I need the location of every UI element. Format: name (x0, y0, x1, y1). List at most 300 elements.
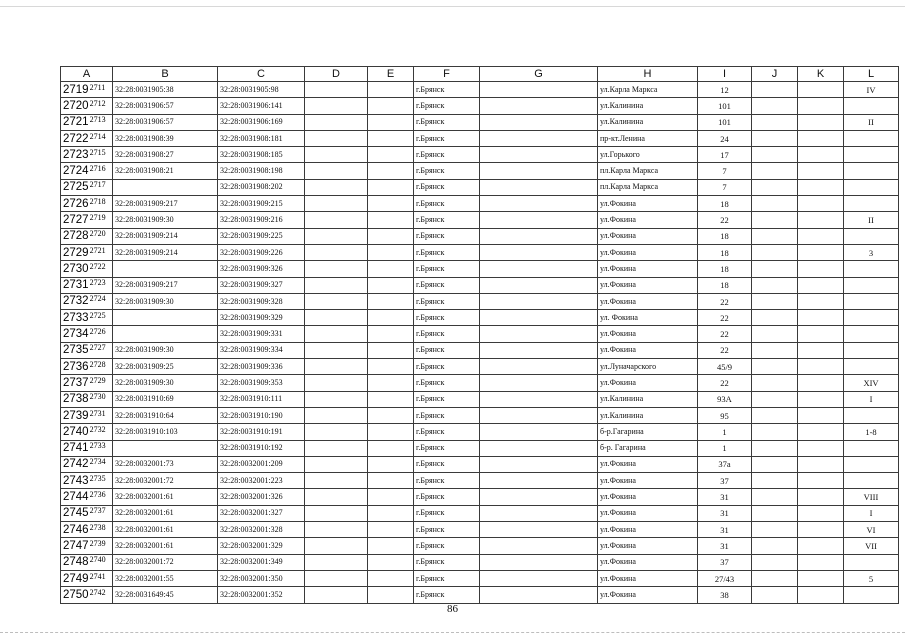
cell-d[interactable] (305, 179, 368, 195)
cell-e[interactable] (368, 293, 414, 309)
cell-k[interactable] (798, 326, 844, 342)
cell-l[interactable] (844, 456, 899, 472)
column-header-c[interactable]: C (218, 67, 305, 82)
cell-c[interactable]: 32:28:0031906:169 (218, 114, 305, 130)
cell-a[interactable] (61, 163, 113, 179)
cell-i[interactable]: 18 (698, 244, 752, 260)
cell-i[interactable]: 22 (698, 212, 752, 228)
cell-f[interactable]: г.Брянск (414, 326, 480, 342)
cell-k[interactable] (798, 244, 844, 260)
cell-k[interactable] (798, 522, 844, 538)
cell-h[interactable]: пр-кт.Ленина (598, 130, 698, 146)
cell-l[interactable] (844, 326, 899, 342)
cell-l[interactable] (844, 587, 899, 603)
cell-h[interactable]: ул.Луначарского (598, 359, 698, 375)
cell-f[interactable]: г.Брянск (414, 456, 480, 472)
cell-h[interactable]: ул.Калинина (598, 114, 698, 130)
cell-a[interactable] (61, 147, 113, 163)
cell-j[interactable] (752, 522, 798, 538)
cell-l[interactable]: 3 (844, 244, 899, 260)
cell-e[interactable] (368, 114, 414, 130)
cell-i[interactable]: 93А (698, 391, 752, 407)
cell-g[interactable] (480, 342, 598, 358)
cell-l[interactable] (844, 130, 899, 146)
cell-b[interactable]: 32:28:0031910:103 (113, 424, 218, 440)
cell-f[interactable]: г.Брянск (414, 570, 480, 586)
cell-d[interactable] (305, 293, 368, 309)
cell-k[interactable] (798, 147, 844, 163)
cell-l[interactable] (844, 554, 899, 570)
cell-e[interactable] (368, 82, 414, 98)
column-header-a[interactable]: A (61, 67, 113, 82)
cell-j[interactable] (752, 277, 798, 293)
cell-e[interactable] (368, 179, 414, 195)
cell-a[interactable] (61, 489, 113, 505)
cell-i[interactable]: 27/43 (698, 570, 752, 586)
cell-f[interactable]: г.Брянск (414, 359, 480, 375)
cell-c[interactable]: 32:28:0032001:350 (218, 570, 305, 586)
cell-i[interactable]: 101 (698, 98, 752, 114)
cell-a[interactable] (61, 130, 113, 146)
cell-i[interactable]: 12 (698, 82, 752, 98)
cell-c[interactable]: 32:28:0031909:353 (218, 375, 305, 391)
cell-d[interactable] (305, 244, 368, 260)
cell-i[interactable]: 17 (698, 147, 752, 163)
cell-b[interactable]: 32:28:0031909:30 (113, 293, 218, 309)
cell-h[interactable]: ул.Фокина (598, 505, 698, 521)
cell-j[interactable] (752, 538, 798, 554)
cell-i[interactable]: 101 (698, 114, 752, 130)
cell-b[interactable]: 32:28:0031906:57 (113, 114, 218, 130)
cell-i[interactable]: 31 (698, 505, 752, 521)
cell-a[interactable] (61, 98, 113, 114)
cell-k[interactable] (798, 570, 844, 586)
cell-d[interactable] (305, 130, 368, 146)
cell-k[interactable] (798, 228, 844, 244)
cell-f[interactable]: г.Брянск (414, 407, 480, 423)
cell-e[interactable] (368, 277, 414, 293)
cell-k[interactable] (798, 391, 844, 407)
cell-f[interactable]: г.Брянск (414, 130, 480, 146)
cell-i[interactable]: 7 (698, 163, 752, 179)
cell-d[interactable] (305, 98, 368, 114)
cell-g[interactable] (480, 228, 598, 244)
cell-c[interactable]: 32:28:0032001:328 (218, 522, 305, 538)
cell-h[interactable]: ул.Фокина (598, 522, 698, 538)
cell-j[interactable] (752, 359, 798, 375)
cell-b[interactable]: 32:28:0031909:217 (113, 277, 218, 293)
cell-c[interactable]: 32:28:0032001:223 (218, 473, 305, 489)
cell-h[interactable]: ул.Калинина (598, 98, 698, 114)
cell-f[interactable]: г.Брянск (414, 522, 480, 538)
cell-l[interactable] (844, 228, 899, 244)
cell-b[interactable]: 32:28:0032001:61 (113, 489, 218, 505)
cell-i[interactable]: 18 (698, 228, 752, 244)
cell-j[interactable] (752, 212, 798, 228)
cell-f[interactable]: г.Брянск (414, 293, 480, 309)
cell-c[interactable]: 32:28:0031909:326 (218, 261, 305, 277)
cell-i[interactable]: 22 (698, 310, 752, 326)
cell-a[interactable] (61, 326, 113, 342)
cell-c[interactable]: 32:28:0031909:225 (218, 228, 305, 244)
cell-b[interactable]: 32:28:0031908:27 (113, 147, 218, 163)
cell-d[interactable] (305, 391, 368, 407)
cell-i[interactable]: 31 (698, 522, 752, 538)
cell-k[interactable] (798, 310, 844, 326)
cell-k[interactable] (798, 473, 844, 489)
cell-f[interactable]: г.Брянск (414, 310, 480, 326)
cell-d[interactable] (305, 326, 368, 342)
cell-f[interactable]: г.Брянск (414, 163, 480, 179)
cell-e[interactable] (368, 554, 414, 570)
cell-l[interactable] (844, 440, 899, 456)
cell-g[interactable] (480, 538, 598, 554)
cell-f[interactable]: г.Брянск (414, 244, 480, 260)
cell-j[interactable] (752, 473, 798, 489)
cell-i[interactable]: 22 (698, 375, 752, 391)
cell-i[interactable]: 37 (698, 473, 752, 489)
cell-j[interactable] (752, 424, 798, 440)
cell-j[interactable] (752, 554, 798, 570)
cell-k[interactable] (798, 456, 844, 472)
column-header-h[interactable]: H (598, 67, 698, 82)
cell-i[interactable]: 22 (698, 326, 752, 342)
cell-j[interactable] (752, 261, 798, 277)
cell-f[interactable]: г.Брянск (414, 147, 480, 163)
cell-l[interactable] (844, 277, 899, 293)
cell-b[interactable] (113, 310, 218, 326)
cell-a[interactable] (61, 82, 113, 98)
cell-g[interactable] (480, 505, 598, 521)
cell-e[interactable] (368, 359, 414, 375)
cell-b[interactable]: 32:28:0032001:61 (113, 505, 218, 521)
cell-a[interactable] (61, 277, 113, 293)
cell-g[interactable] (480, 375, 598, 391)
cell-c[interactable]: 32:28:0032001:209 (218, 456, 305, 472)
cell-e[interactable] (368, 407, 414, 423)
cell-a[interactable] (61, 212, 113, 228)
cell-l[interactable] (844, 310, 899, 326)
cell-g[interactable] (480, 391, 598, 407)
cell-k[interactable] (798, 587, 844, 603)
cell-h[interactable]: ул.Фокина (598, 342, 698, 358)
cell-i[interactable]: 31 (698, 538, 752, 554)
cell-j[interactable] (752, 570, 798, 586)
cell-e[interactable] (368, 98, 414, 114)
cell-a[interactable] (61, 244, 113, 260)
cell-k[interactable] (798, 261, 844, 277)
cell-h[interactable]: ул.Горького (598, 147, 698, 163)
cell-f[interactable]: г.Брянск (414, 261, 480, 277)
cell-j[interactable] (752, 391, 798, 407)
cell-b[interactable]: 32:28:0031910:64 (113, 407, 218, 423)
cell-j[interactable] (752, 147, 798, 163)
cell-d[interactable] (305, 440, 368, 456)
cell-k[interactable] (798, 440, 844, 456)
cell-e[interactable] (368, 375, 414, 391)
cell-e[interactable] (368, 538, 414, 554)
cell-j[interactable] (752, 179, 798, 195)
cell-j[interactable] (752, 98, 798, 114)
cell-a[interactable] (61, 440, 113, 456)
cell-g[interactable] (480, 570, 598, 586)
cell-e[interactable] (368, 244, 414, 260)
cell-a[interactable] (61, 342, 113, 358)
cell-l[interactable]: I (844, 391, 899, 407)
cell-b[interactable]: 32:28:0031909:25 (113, 359, 218, 375)
cell-j[interactable] (752, 293, 798, 309)
cell-c[interactable]: 32:28:0031910:190 (218, 407, 305, 423)
column-header-i[interactable]: I (698, 67, 752, 82)
cell-c[interactable]: 32:28:0032001:326 (218, 489, 305, 505)
column-header-b[interactable]: B (113, 67, 218, 82)
cell-c[interactable]: 32:28:0031909:328 (218, 293, 305, 309)
cell-g[interactable] (480, 163, 598, 179)
cell-j[interactable] (752, 407, 798, 423)
cell-f[interactable]: г.Брянск (414, 538, 480, 554)
cell-d[interactable] (305, 407, 368, 423)
column-header-l[interactable]: L (844, 67, 899, 82)
cell-c[interactable]: 32:28:0031905:98 (218, 82, 305, 98)
cell-e[interactable] (368, 570, 414, 586)
cell-k[interactable] (798, 163, 844, 179)
cell-d[interactable] (305, 82, 368, 98)
cell-f[interactable]: г.Брянск (414, 228, 480, 244)
cell-l[interactable]: II (844, 212, 899, 228)
cell-f[interactable]: г.Брянск (414, 375, 480, 391)
cell-a[interactable] (61, 375, 113, 391)
cell-c[interactable]: 32:28:0031909:329 (218, 310, 305, 326)
cell-e[interactable] (368, 228, 414, 244)
cell-b[interactable]: 32:28:0032001:55 (113, 570, 218, 586)
cell-b[interactable]: 32:28:0031908:39 (113, 130, 218, 146)
cell-l[interactable] (844, 147, 899, 163)
cell-i[interactable]: 22 (698, 293, 752, 309)
cell-g[interactable] (480, 359, 598, 375)
cell-l[interactable] (844, 293, 899, 309)
cell-g[interactable] (480, 261, 598, 277)
cell-h[interactable]: б-р.Гагарина (598, 424, 698, 440)
cell-d[interactable] (305, 196, 368, 212)
cell-d[interactable] (305, 570, 368, 586)
cell-k[interactable] (798, 538, 844, 554)
cell-f[interactable]: г.Брянск (414, 554, 480, 570)
cell-c[interactable]: 32:28:0031909:226 (218, 244, 305, 260)
cell-e[interactable] (368, 473, 414, 489)
cell-h[interactable]: ул.Калинина (598, 391, 698, 407)
cell-a[interactable] (61, 538, 113, 554)
cell-f[interactable]: г.Брянск (414, 98, 480, 114)
cell-c[interactable]: 32:28:0031910:191 (218, 424, 305, 440)
cell-c[interactable]: 32:28:0031908:185 (218, 147, 305, 163)
cell-g[interactable] (480, 407, 598, 423)
cell-c[interactable]: 32:28:0031909:334 (218, 342, 305, 358)
cell-i[interactable]: 95 (698, 407, 752, 423)
cell-k[interactable] (798, 196, 844, 212)
cell-a[interactable] (61, 587, 113, 603)
cell-d[interactable] (305, 228, 368, 244)
cell-d[interactable] (305, 261, 368, 277)
cell-b[interactable] (113, 440, 218, 456)
cell-k[interactable] (798, 98, 844, 114)
cell-c[interactable]: 32:28:0031908:202 (218, 179, 305, 195)
cell-e[interactable] (368, 310, 414, 326)
cell-g[interactable] (480, 130, 598, 146)
cell-a[interactable] (61, 359, 113, 375)
cell-i[interactable]: 22 (698, 342, 752, 358)
cell-e[interactable] (368, 424, 414, 440)
cell-c[interactable]: 32:28:0031909:327 (218, 277, 305, 293)
cell-a[interactable] (61, 391, 113, 407)
cell-b[interactable]: 32:28:0031906:57 (113, 98, 218, 114)
cell-f[interactable]: г.Брянск (414, 489, 480, 505)
column-header-e[interactable]: E (368, 67, 414, 82)
cell-j[interactable] (752, 326, 798, 342)
cell-k[interactable] (798, 277, 844, 293)
cell-g[interactable] (480, 196, 598, 212)
cell-f[interactable]: г.Брянск (414, 505, 480, 521)
cell-g[interactable] (480, 293, 598, 309)
cell-a[interactable] (61, 505, 113, 521)
cell-e[interactable] (368, 456, 414, 472)
cell-j[interactable] (752, 440, 798, 456)
cell-a[interactable] (61, 570, 113, 586)
cell-h[interactable]: б-р. Гагарина (598, 440, 698, 456)
cell-h[interactable]: ул.Фокина (598, 261, 698, 277)
cell-d[interactable] (305, 212, 368, 228)
cell-h[interactable]: ул.Фокина (598, 293, 698, 309)
cell-h[interactable]: ул.Фокина (598, 196, 698, 212)
cell-d[interactable] (305, 473, 368, 489)
cell-h[interactable]: ул.Карла Маркса (598, 82, 698, 98)
cell-g[interactable] (480, 82, 598, 98)
cell-i[interactable]: 1 (698, 424, 752, 440)
cell-k[interactable] (798, 359, 844, 375)
column-header-j[interactable]: J (752, 67, 798, 82)
cell-e[interactable] (368, 587, 414, 603)
cell-i[interactable]: 24 (698, 130, 752, 146)
cell-j[interactable] (752, 375, 798, 391)
cell-i[interactable]: 37а (698, 456, 752, 472)
cell-a[interactable] (61, 261, 113, 277)
cell-g[interactable] (480, 522, 598, 538)
cell-f[interactable]: г.Брянск (414, 587, 480, 603)
cell-c[interactable]: 32:28:0032001:327 (218, 505, 305, 521)
cell-l[interactable] (844, 196, 899, 212)
cell-i[interactable]: 18 (698, 196, 752, 212)
cell-k[interactable] (798, 212, 844, 228)
cell-d[interactable] (305, 375, 368, 391)
cell-a[interactable] (61, 310, 113, 326)
cell-a[interactable] (61, 179, 113, 195)
cell-g[interactable] (480, 473, 598, 489)
cell-k[interactable] (798, 424, 844, 440)
cell-j[interactable] (752, 163, 798, 179)
cell-h[interactable]: ул.Фокина (598, 456, 698, 472)
cell-h[interactable]: ул.Калинина (598, 407, 698, 423)
cell-l[interactable]: VIII (844, 489, 899, 505)
cell-h[interactable]: ул.Фокина (598, 212, 698, 228)
cell-l[interactable]: IV (844, 82, 899, 98)
cell-k[interactable] (798, 293, 844, 309)
cell-c[interactable]: 32:28:0032001:329 (218, 538, 305, 554)
cell-d[interactable] (305, 522, 368, 538)
cell-d[interactable] (305, 147, 368, 163)
cell-c[interactable]: 32:28:0031906:141 (218, 98, 305, 114)
cell-a[interactable] (61, 114, 113, 130)
cell-c[interactable]: 32:28:0031910:111 (218, 391, 305, 407)
cell-i[interactable]: 37 (698, 554, 752, 570)
cell-g[interactable] (480, 424, 598, 440)
cell-c[interactable]: 32:28:0032001:352 (218, 587, 305, 603)
cell-l[interactable]: VII (844, 538, 899, 554)
cell-c[interactable]: 32:28:0031909:215 (218, 196, 305, 212)
cell-b[interactable]: 32:28:0032001:72 (113, 554, 218, 570)
cell-k[interactable] (798, 130, 844, 146)
cell-d[interactable] (305, 554, 368, 570)
cell-i[interactable]: 1 (698, 440, 752, 456)
cell-i[interactable]: 18 (698, 261, 752, 277)
cell-a[interactable] (61, 456, 113, 472)
cell-b[interactable]: 32:28:0032001:73 (113, 456, 218, 472)
cell-a[interactable] (61, 522, 113, 538)
cell-c[interactable]: 32:28:0031908:198 (218, 163, 305, 179)
cell-b[interactable] (113, 179, 218, 195)
cell-f[interactable]: г.Брянск (414, 440, 480, 456)
cell-d[interactable] (305, 489, 368, 505)
cell-c[interactable]: 32:28:0031909:331 (218, 326, 305, 342)
cell-a[interactable] (61, 407, 113, 423)
cell-j[interactable] (752, 587, 798, 603)
cell-d[interactable] (305, 587, 368, 603)
cell-b[interactable]: 32:28:0031909:30 (113, 342, 218, 358)
cell-l[interactable] (844, 179, 899, 195)
cell-b[interactable]: 32:28:0031910:69 (113, 391, 218, 407)
cell-a[interactable] (61, 473, 113, 489)
cell-d[interactable] (305, 424, 368, 440)
cell-a[interactable] (61, 196, 113, 212)
column-header-g[interactable]: G (480, 67, 598, 82)
cell-c[interactable]: 32:28:0032001:349 (218, 554, 305, 570)
cell-l[interactable]: 1-8 (844, 424, 899, 440)
cell-f[interactable]: г.Брянск (414, 391, 480, 407)
cell-c[interactable]: 32:28:0031908:181 (218, 130, 305, 146)
cell-j[interactable] (752, 489, 798, 505)
cell-k[interactable] (798, 114, 844, 130)
cell-g[interactable] (480, 554, 598, 570)
cell-b[interactable]: 32:28:0031649:45 (113, 587, 218, 603)
cell-a[interactable] (61, 293, 113, 309)
cell-b[interactable]: 32:28:0031909:217 (113, 196, 218, 212)
cell-g[interactable] (480, 147, 598, 163)
cell-e[interactable] (368, 489, 414, 505)
cell-l[interactable] (844, 261, 899, 277)
cell-d[interactable] (305, 114, 368, 130)
cell-g[interactable] (480, 326, 598, 342)
cell-l[interactable] (844, 98, 899, 114)
cell-l[interactable]: 5 (844, 570, 899, 586)
cell-d[interactable] (305, 310, 368, 326)
cell-f[interactable]: г.Брянск (414, 196, 480, 212)
cell-h[interactable]: ул.Фокина (598, 244, 698, 260)
cell-c[interactable]: 32:28:0031909:216 (218, 212, 305, 228)
cell-k[interactable] (798, 407, 844, 423)
cell-b[interactable]: 32:28:0031908:21 (113, 163, 218, 179)
cell-b[interactable]: 32:28:0032001:61 (113, 522, 218, 538)
cell-h[interactable]: ул.Фокина (598, 375, 698, 391)
cell-h[interactable]: пл.Карла Маркса (598, 163, 698, 179)
cell-a[interactable] (61, 424, 113, 440)
